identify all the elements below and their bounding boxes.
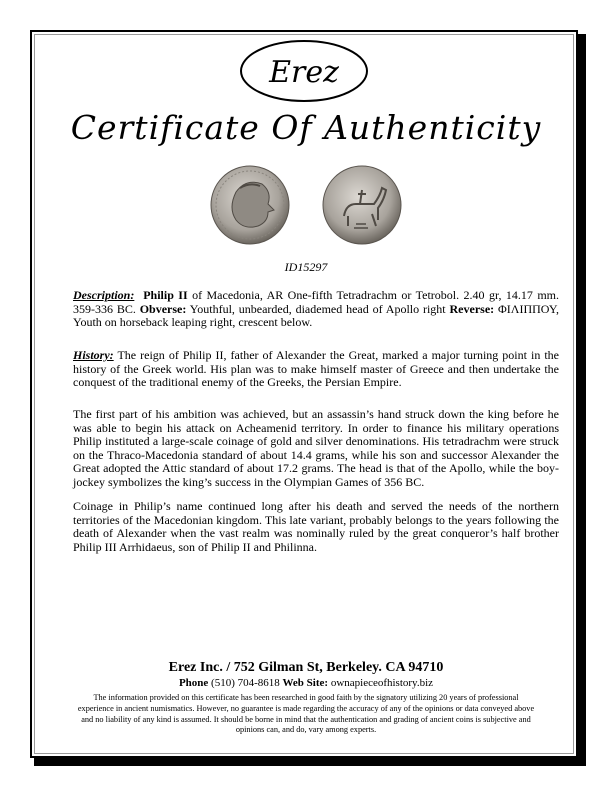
company-address: Erez Inc. / 752 Gilman St, Berkeley. CA 94710 — [168, 660, 444, 675]
phone-number: (510) 704-8618 — [208, 677, 283, 689]
certificate-id: ID15297 — [284, 260, 328, 274]
contact-line — [0, 677, 612, 689]
coin-images — [206, 164, 406, 246]
description-text: of Macedonia, AR One-fifth Tetradrachm or Tetrobol. 2.40 gr, 14.17 mm. 359-336 BC. — [73, 288, 559, 316]
website-label: Web Site: — [282, 677, 329, 689]
obverse-label: Obverse: — [139, 301, 187, 316]
erez-oval-logo — [238, 38, 370, 104]
reverse-text: ΦΙΛΙΠΠΟΥ, Youth on horseback leaping right, crescent below. — [73, 301, 559, 329]
coin-obverse-head-icon — [211, 166, 289, 244]
history-paragraph-2: The first part of his ambition was achieved, but an assassin’s hand struck down the king before he was able to begin his attack on Acheamenid territory. In order to finance his military operations Philip instituted a large-scale coinage of gold and silver denominations. His tetradrachm were struck on the Thraco-Macedonia standard of about 14.4 grams, while his son and successor Alexander the Great adopted the Attic standard of about 17.2 grams. The head is that of the Apollo, while the boy-jockey symbolizes the king’s success in the Olympian Games of 356 BC. — [73, 407, 559, 489]
ruler-name: Philip II — [143, 288, 188, 302]
history-paragraph-1 — [73, 349, 559, 390]
website-link[interactable]: ownapieceofhistory.biz — [328, 677, 434, 689]
reverse-label: Reverse: — [449, 301, 495, 316]
disclaimer-text: The information provided on this certificate has been researched in good faith by the signatory utilizing 20 years of professional experience in ancient numismatics. However, no guarantee is made regarding the accuracy of any of the opinions or data conveyed above and no liability of any kind is assumed. It should be borne in mind that the authentication and grading of ancient coins is subjective and opinions can, and do, vary among experts. — [77, 693, 535, 735]
obverse-text: Youthful, unbearded, diademed head of Apollo right — [186, 301, 450, 316]
history-text-1: The reign of Philip II, father of Alexander the Great, marked a major turning point in the history of the Greek world. His plan was to make himself master of Greece and then undertake the conquest of the traditional enemy of the Greeks, the Persian Empire. — [73, 348, 559, 389]
description-paragraph — [73, 289, 559, 330]
certificate-title: Certificate Of Authenticity — [70, 108, 542, 147]
phone-label: Phone — [178, 677, 209, 689]
logo-text: Erez — [269, 55, 339, 90]
history-label: History: — [73, 348, 114, 362]
history-paragraph-3: Coinage in Philip’s name continued long after his death and served the needs of the northern territories of the Macedonian kingdom. This late variant, probably belongs to the years following the death of Alexander when the vast realm was nominally ruled by the great conqueror’s half brother Philip III Arrhidaeus, son of Philip II and Philinna. — [73, 499, 559, 554]
coin-reverse-horseman-icon — [323, 166, 401, 244]
description-label: Description: — [73, 288, 135, 302]
